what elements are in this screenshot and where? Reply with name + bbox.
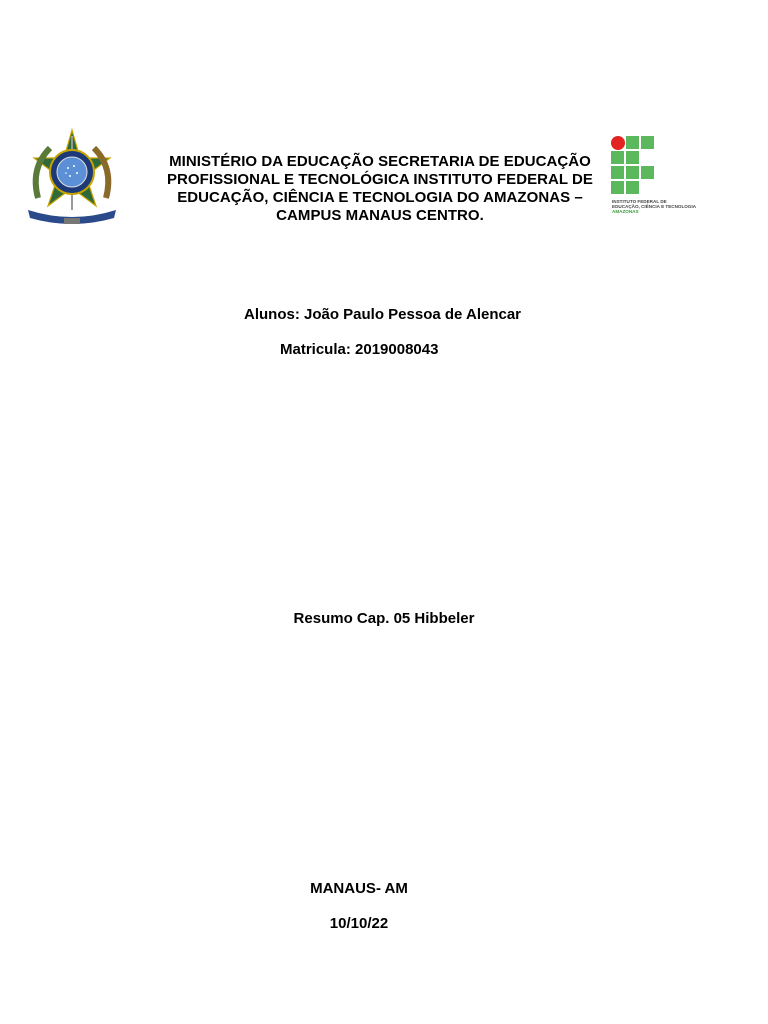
institution-header: [150, 153, 610, 225]
city-line: MANAUS- AM: [310, 880, 408, 897]
ifam-logo-icon: [610, 135, 720, 225]
header-line-4: CAMPUS MANAUS CENTRO.: [276, 207, 484, 224]
ifam-caption-line-1: INSTITUTO FEDERAL DE: [612, 199, 667, 204]
ifam-caption: [612, 199, 696, 214]
header-line-1: MINISTÉRIO DA EDUCAÇÃO SECRETARIA DE EDUCAÇÃO: [169, 153, 591, 170]
document-title: Resumo Cap. 05 Hibbeler: [293, 610, 475, 627]
students-line: Alunos: João Paulo Pessoa de Alencar: [244, 306, 522, 323]
date-line: 10/10/22: [329, 915, 389, 932]
brazil-coat-of-arms-icon: [24, 128, 120, 228]
header-line-3: EDUCAÇÃO, CIÊNCIA E TECNOLOGIA DO AMAZONAS –: [177, 189, 583, 206]
ifam-caption-line-3: AMAZONAS: [612, 209, 639, 214]
matricula-line: Matricula: 2019008043: [280, 341, 439, 358]
ifam-caption-line-2: EDUCAÇÃO, CIÊNCIA E TECNOLOGIA: [612, 204, 697, 209]
header-line-2: PROFISSIONAL E TECNOLÓGICA INSTITUTO FEDERAL DE: [167, 171, 593, 188]
